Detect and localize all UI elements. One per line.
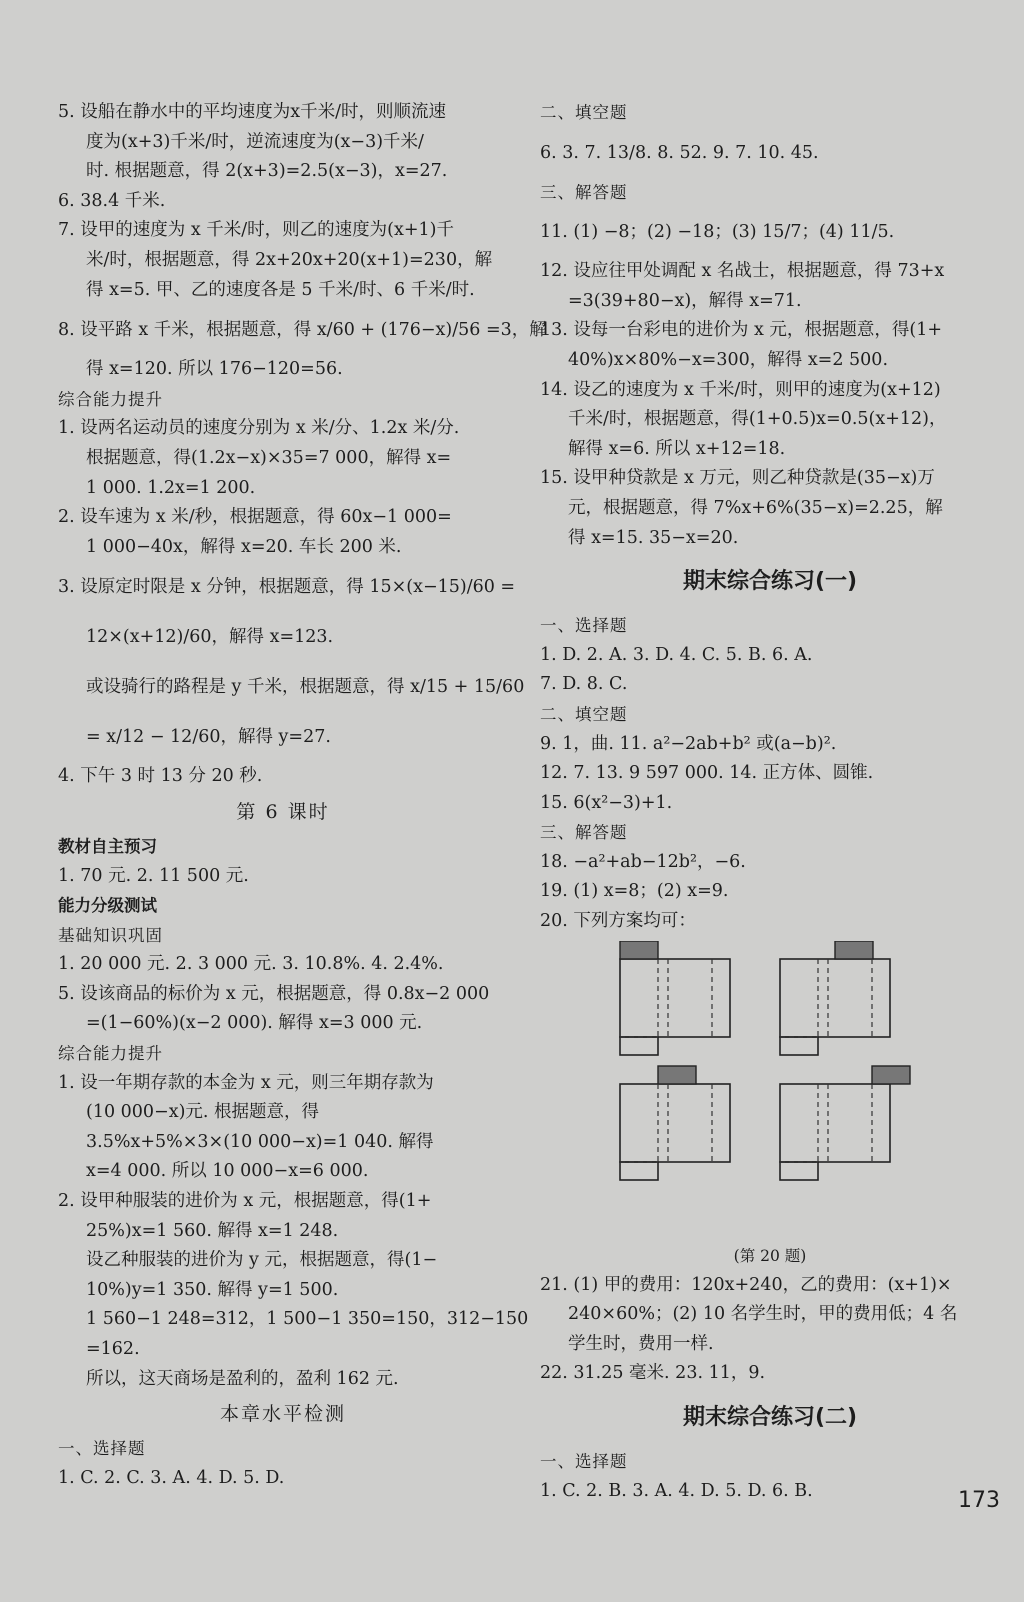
answer-line: 21. (1) 甲的费用：120x+240，乙的费用：(x+1)×	[540, 1274, 952, 1295]
answer-line: 1. 设两名运动员的速度分别为 x 米/分、1.2x 米/分.	[58, 418, 460, 439]
answer-line: 15. 6(x²−3)+1.	[540, 792, 673, 813]
answer-line: x=4 000. 所以 10 000−x=6 000.	[86, 1161, 369, 1182]
answer-line: 14. 设乙的速度为 x 千米/时，则甲的速度为(x+12)	[540, 379, 941, 400]
section-heading: 综合能力提升	[58, 1044, 163, 1064]
answer-line: 根据题意，得(1.2x−x)×35=7 000，解得 x=	[86, 447, 452, 468]
section-heading: 一、选择题	[58, 1439, 146, 1459]
answer-line: 13. 设每一台彩电的进价为 x 元，根据题意，得(1+	[540, 320, 943, 341]
chapter-title: 第 6 课时	[236, 800, 330, 823]
answer-line: 40%)x×80%−x=300，解得 x=2 500.	[568, 349, 889, 370]
answer-line: 5. 设该商品的标价为 x 元，根据题意，得 0.8x−2 000	[58, 983, 490, 1004]
page-number: 173	[958, 1488, 1000, 1513]
answer-line: 9. 1，曲. 11. a²−2ab+b² 或(a−b)².	[540, 733, 837, 754]
section-heading: 基础知识巩固	[58, 925, 163, 945]
answer-line: 8. 设平路 x 千米，根据题意，得 x/60 + (176−x)/56 =3，解	[58, 320, 547, 341]
answer-line: 学生时，费用一样.	[568, 1333, 714, 1354]
answer-line: 2. 设甲种服装的进价为 x 元，根据题意，得(1+	[58, 1191, 432, 1212]
answer-line: 设乙种服装的进价为 y 元，根据题意，得(1−	[86, 1250, 438, 1271]
answer-line: 1 000−40x，解得 x=20. 车长 200 米.	[86, 536, 402, 557]
answer-line: =162.	[86, 1339, 140, 1359]
figure-caption: (第 20 题)	[733, 1246, 807, 1265]
answer-line: 1. 20 000 元. 2. 3 000 元. 3. 10.8%. 4. 2.4%.	[58, 954, 444, 975]
answer-line: 12. 设应往甲处调配 x 名战士，根据题意，得 73+x	[540, 261, 945, 282]
answer-line: 3. 设原定时限是 x 分钟，根据题意，得 15×(x−15)/60 =	[58, 577, 516, 598]
answer-line: 6. 3. 7. 13/8. 8. 52. 9. 7. 10. 45.	[540, 142, 819, 163]
section-heading: 三、解答题	[540, 182, 628, 202]
answer-line: 20. 下列方案均可：	[540, 911, 696, 932]
answer-line: 1. C. 2. B. 3. A. 4. D. 5. D. 6. B.	[540, 1480, 813, 1501]
chapter-title: 本章水平检测	[219, 1403, 346, 1426]
answer-line: 4. 下午 3 时 13 分 20 秒.	[58, 766, 263, 787]
answer-line: 得 x=5. 甲、乙的速度各是 5 千米/时、6 千米/时.	[86, 279, 475, 300]
answer-line: 时. 根据题意，得 2(x+3)=2.5(x−3)，x=27.	[86, 161, 448, 182]
section-heading: 三、解答题	[540, 823, 628, 843]
answer-line: 19. (1) x=8；(2) x=9.	[540, 881, 729, 902]
section-heading: 一、选择题	[540, 616, 628, 636]
answer-line: 元，根据题意，得 7%x+6%(35−x)=2.25，解	[568, 497, 943, 518]
subsection-title: 能力分级测试	[58, 896, 157, 916]
answer-line: 得 x=15. 35−x=20.	[568, 527, 739, 548]
answer-line: 1. D. 2. A. 3. D. 4. C. 5. B. 6. A.	[540, 644, 813, 665]
answer-line: 1. 70 元. 2. 11 500 元.	[58, 865, 249, 886]
section-heading: 二、填空题	[540, 704, 628, 724]
answer-line: (10 000−x)元. 根据题意，得	[86, 1102, 320, 1123]
answer-line: 所以，这天商场是盈利的，盈利 162 元.	[86, 1368, 399, 1389]
answer-line: 7. 设甲的速度为 x 千米/时，则乙的速度为(x+1)千	[58, 220, 454, 241]
answer-line: 1. C. 2. C. 3. A. 4. D. 5. D.	[58, 1467, 285, 1488]
answer-line: 22. 31.25 毫米. 23. 11，9.	[540, 1363, 766, 1384]
answer-line: 6. 38.4 千米.	[58, 190, 166, 211]
chapter-title: 期末综合练习(二)	[682, 1405, 858, 1431]
answer-line: 25%)x=1 560. 解得 x=1 248.	[86, 1220, 339, 1241]
chapter-title: 期末综合练习(一)	[682, 569, 858, 595]
answer-line: 2. 设车速为 x 米/秒，根据题意，得 60x−1 000=	[58, 507, 452, 528]
answer-line: 度为(x+3)千米/时，逆流速度为(x−3)千米/	[86, 131, 424, 152]
answer-line: 10%)y=1 350. 解得 y=1 500.	[86, 1279, 339, 1300]
answer-line: 解得 x=6. 所以 x+12=18.	[568, 438, 786, 459]
answer-line: 1. 设一年期存款的本金为 x 元，则三年期存款为	[58, 1072, 434, 1093]
answer-line: 18. −a²+ab−12b²，−6.	[540, 851, 746, 872]
answer-line: 3.5%x+5%×3×(10 000−x)=1 040. 解得	[86, 1131, 434, 1152]
answer-line: 千米/时，根据题意，得(1+0.5)x=0.5(x+12)，	[568, 409, 947, 430]
answer-line: 12×(x+12)/60，解得 x=123.	[86, 627, 334, 648]
section-heading: 一、选择题	[540, 1452, 628, 1472]
answer-line: 得 x=120. 所以 176−120=56.	[86, 359, 343, 380]
subsection-title: 教材自主预习	[58, 836, 157, 856]
answer-line: 12. 7. 13. 9 597 000. 14. 正方体、圆锥.	[540, 763, 874, 784]
answer-line: 1 560−1 248=312，1 500−1 350=150，312−150	[86, 1309, 529, 1330]
answer-line: 11. (1) −8；(2) −18；(3) 15/7；(4) 11/5.	[540, 222, 895, 243]
section-heading: 二、填空题	[540, 103, 628, 122]
left-column	[58, 98, 547, 1493]
answer-line: 7. D. 8. C.	[540, 674, 628, 695]
answer-line: =3(39+80−x)，解得 x=71.	[568, 290, 802, 311]
answer-line: 或设骑行的路程是 y 千米，根据题意，得 x/15 + 15/60	[86, 677, 525, 698]
answer-line: =(1−60%)(x−2 000). 解得 x=3 000 元.	[86, 1013, 423, 1034]
answer-line: = x/12 − 12/60，解得 y=27.	[86, 727, 331, 748]
answer-line: 15. 设甲种贷款是 x 万元，则乙种贷款是(35−x)万	[540, 468, 935, 489]
net-diagram-figure	[540, 941, 1000, 1241]
answer-line: 米/时，根据题意，得 2x+20x+20(x+1)=230，解	[86, 249, 493, 270]
answer-line: 1 000. 1.2x=1 200.	[86, 477, 256, 498]
section-heading: 综合能力提升	[58, 389, 163, 409]
right-column	[540, 98, 1000, 1506]
answer-line: 5. 设船在静水中的平均速度为x千米/时，则顺流速	[58, 102, 447, 122]
answer-line: 240×60%；(2) 10 名学生时，甲的费用低；4 名	[568, 1304, 958, 1325]
